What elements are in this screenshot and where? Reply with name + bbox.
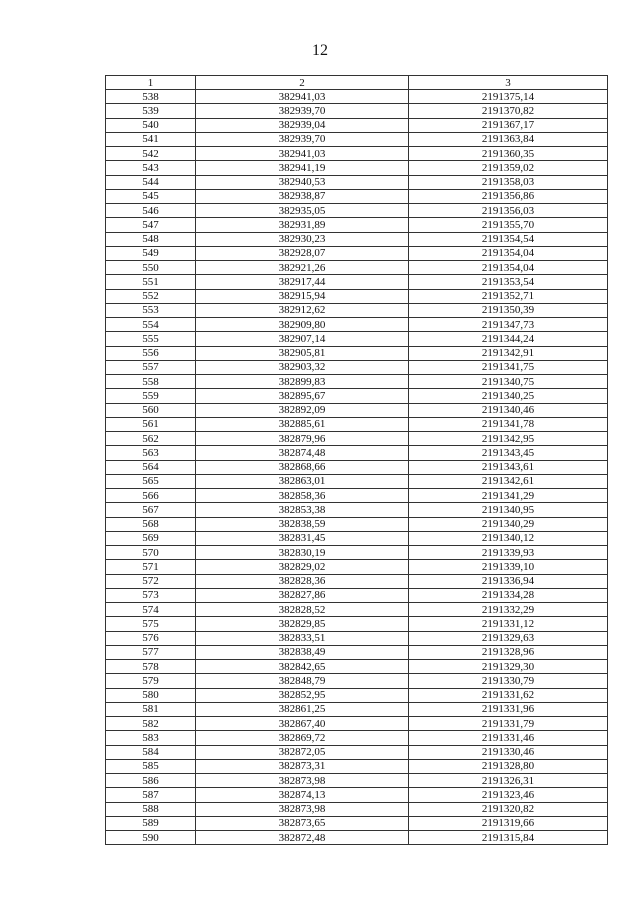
x-coordinate-cell: 382905,81 xyxy=(196,346,409,360)
point-number-cell: 580 xyxy=(106,688,196,702)
table-row xyxy=(106,332,608,346)
y-coordinate-cell: 2191363,84 xyxy=(409,132,608,146)
table-row xyxy=(106,645,608,659)
x-coordinate-cell: 382828,52 xyxy=(196,603,409,617)
point-number-cell: 551 xyxy=(106,275,196,289)
x-coordinate-cell: 382903,32 xyxy=(196,360,409,374)
y-coordinate-cell: 2191340,95 xyxy=(409,503,608,517)
y-coordinate-cell: 2191339,10 xyxy=(409,560,608,574)
x-coordinate-cell: 382872,48 xyxy=(196,831,409,845)
point-number-cell: 575 xyxy=(106,617,196,631)
y-coordinate-cell: 2191340,12 xyxy=(409,531,608,545)
table-row xyxy=(106,474,608,488)
table-row xyxy=(106,161,608,175)
x-coordinate-cell: 382873,65 xyxy=(196,816,409,830)
column-header-1: 1 xyxy=(106,76,196,90)
y-coordinate-cell: 2191360,35 xyxy=(409,147,608,161)
y-coordinate-cell: 2191340,46 xyxy=(409,403,608,417)
column-header-3: 3 xyxy=(409,76,608,90)
table-body xyxy=(106,90,608,845)
y-coordinate-cell: 2191344,24 xyxy=(409,332,608,346)
table-row xyxy=(106,346,608,360)
x-coordinate-cell: 382939,04 xyxy=(196,118,409,132)
x-coordinate-cell: 382868,66 xyxy=(196,460,409,474)
point-number-cell: 560 xyxy=(106,403,196,417)
point-number-cell: 538 xyxy=(106,90,196,104)
table-row xyxy=(106,132,608,146)
y-coordinate-cell: 2191367,17 xyxy=(409,118,608,132)
x-coordinate-cell: 382853,38 xyxy=(196,503,409,517)
x-coordinate-cell: 382912,62 xyxy=(196,303,409,317)
point-number-cell: 573 xyxy=(106,588,196,602)
y-coordinate-cell: 2191330,79 xyxy=(409,674,608,688)
point-number-cell: 562 xyxy=(106,432,196,446)
y-coordinate-cell: 2191331,46 xyxy=(409,731,608,745)
table-row xyxy=(106,731,608,745)
table-row xyxy=(106,546,608,560)
y-coordinate-cell: 2191352,71 xyxy=(409,289,608,303)
y-coordinate-cell: 2191334,28 xyxy=(409,588,608,602)
x-coordinate-cell: 382838,49 xyxy=(196,645,409,659)
table-row xyxy=(106,303,608,317)
point-number-cell: 555 xyxy=(106,332,196,346)
point-number-cell: 567 xyxy=(106,503,196,517)
point-number-cell: 550 xyxy=(106,261,196,275)
y-coordinate-cell: 2191331,12 xyxy=(409,617,608,631)
table-row xyxy=(106,774,608,788)
x-coordinate-cell: 382941,03 xyxy=(196,147,409,161)
point-number-cell: 568 xyxy=(106,517,196,531)
table-row xyxy=(106,759,608,773)
y-coordinate-cell: 2191342,95 xyxy=(409,432,608,446)
point-number-cell: 581 xyxy=(106,702,196,716)
y-coordinate-cell: 2191342,61 xyxy=(409,474,608,488)
table-row xyxy=(106,531,608,545)
y-coordinate-cell: 2191331,79 xyxy=(409,717,608,731)
coordinates-table xyxy=(105,75,608,845)
x-coordinate-cell: 382938,87 xyxy=(196,189,409,203)
table-row xyxy=(106,289,608,303)
point-number-cell: 583 xyxy=(106,731,196,745)
point-number-cell: 577 xyxy=(106,645,196,659)
point-number-cell: 564 xyxy=(106,460,196,474)
table-row xyxy=(106,189,608,203)
x-coordinate-cell: 382930,23 xyxy=(196,232,409,246)
y-coordinate-cell: 2191331,96 xyxy=(409,702,608,716)
y-coordinate-cell: 2191320,82 xyxy=(409,802,608,816)
table-row xyxy=(106,745,608,759)
x-coordinate-cell: 382867,40 xyxy=(196,717,409,731)
point-number-cell: 578 xyxy=(106,660,196,674)
table-row xyxy=(106,232,608,246)
x-coordinate-cell: 382873,31 xyxy=(196,759,409,773)
point-number-cell: 570 xyxy=(106,546,196,560)
x-coordinate-cell: 382852,95 xyxy=(196,688,409,702)
y-coordinate-cell: 2191350,39 xyxy=(409,303,608,317)
point-number-cell: 582 xyxy=(106,717,196,731)
x-coordinate-cell: 382909,80 xyxy=(196,318,409,332)
table-row xyxy=(106,702,608,716)
x-coordinate-cell: 382829,02 xyxy=(196,560,409,574)
y-coordinate-cell: 2191354,54 xyxy=(409,232,608,246)
point-number-cell: 541 xyxy=(106,132,196,146)
x-coordinate-cell: 382848,79 xyxy=(196,674,409,688)
y-coordinate-cell: 2191329,30 xyxy=(409,660,608,674)
table-row xyxy=(106,432,608,446)
point-number-cell: 557 xyxy=(106,360,196,374)
y-coordinate-cell: 2191347,73 xyxy=(409,318,608,332)
point-number-cell: 579 xyxy=(106,674,196,688)
x-coordinate-cell: 382833,51 xyxy=(196,631,409,645)
point-number-cell: 558 xyxy=(106,375,196,389)
table-row xyxy=(106,802,608,816)
table-row xyxy=(106,90,608,104)
table-row xyxy=(106,588,608,602)
table-row xyxy=(106,246,608,260)
y-coordinate-cell: 2191354,04 xyxy=(409,261,608,275)
x-coordinate-cell: 382885,61 xyxy=(196,417,409,431)
x-coordinate-cell: 382921,26 xyxy=(196,261,409,275)
y-coordinate-cell: 2191341,75 xyxy=(409,360,608,374)
y-coordinate-cell: 2191342,91 xyxy=(409,346,608,360)
point-number-cell: 544 xyxy=(106,175,196,189)
y-coordinate-cell: 2191359,02 xyxy=(409,161,608,175)
y-coordinate-cell: 2191358,03 xyxy=(409,175,608,189)
y-coordinate-cell: 2191370,82 xyxy=(409,104,608,118)
x-coordinate-cell: 382861,25 xyxy=(196,702,409,716)
y-coordinate-cell: 2191332,29 xyxy=(409,603,608,617)
y-coordinate-cell: 2191323,46 xyxy=(409,788,608,802)
table-row xyxy=(106,717,608,731)
table-row xyxy=(106,360,608,374)
point-number-cell: 571 xyxy=(106,560,196,574)
x-coordinate-cell: 382899,83 xyxy=(196,375,409,389)
point-number-cell: 565 xyxy=(106,474,196,488)
point-number-cell: 584 xyxy=(106,745,196,759)
y-coordinate-cell: 2191339,93 xyxy=(409,546,608,560)
table-row xyxy=(106,788,608,802)
point-number-cell: 543 xyxy=(106,161,196,175)
y-coordinate-cell: 2191326,31 xyxy=(409,774,608,788)
point-number-cell: 559 xyxy=(106,389,196,403)
table-row xyxy=(106,403,608,417)
x-coordinate-cell: 382895,67 xyxy=(196,389,409,403)
table-row xyxy=(106,617,608,631)
x-coordinate-cell: 382830,19 xyxy=(196,546,409,560)
point-number-cell: 552 xyxy=(106,289,196,303)
point-number-cell: 547 xyxy=(106,218,196,232)
point-number-cell: 566 xyxy=(106,489,196,503)
table-row xyxy=(106,631,608,645)
x-coordinate-cell: 382873,98 xyxy=(196,774,409,788)
table-row xyxy=(106,118,608,132)
table-row xyxy=(106,688,608,702)
y-coordinate-cell: 2191356,86 xyxy=(409,189,608,203)
point-number-cell: 587 xyxy=(106,788,196,802)
table-row xyxy=(106,560,608,574)
point-number-cell: 548 xyxy=(106,232,196,246)
column-header-2: 2 xyxy=(196,76,409,90)
point-number-cell: 556 xyxy=(106,346,196,360)
x-coordinate-cell: 382931,89 xyxy=(196,218,409,232)
x-coordinate-cell: 382838,59 xyxy=(196,517,409,531)
table-row xyxy=(106,175,608,189)
table-row xyxy=(106,104,608,118)
y-coordinate-cell: 2191354,04 xyxy=(409,246,608,260)
table-row xyxy=(106,603,608,617)
y-coordinate-cell: 2191341,29 xyxy=(409,489,608,503)
table-row xyxy=(106,147,608,161)
point-number-cell: 553 xyxy=(106,303,196,317)
y-coordinate-cell: 2191331,62 xyxy=(409,688,608,702)
table-row xyxy=(106,318,608,332)
y-coordinate-cell: 2191328,96 xyxy=(409,645,608,659)
x-coordinate-cell: 382831,45 xyxy=(196,531,409,545)
table-row xyxy=(106,275,608,289)
y-coordinate-cell: 2191353,54 xyxy=(409,275,608,289)
x-coordinate-cell: 382827,86 xyxy=(196,588,409,602)
x-coordinate-cell: 382879,96 xyxy=(196,432,409,446)
x-coordinate-cell: 382842,65 xyxy=(196,660,409,674)
point-number-cell: 540 xyxy=(106,118,196,132)
x-coordinate-cell: 382928,07 xyxy=(196,246,409,260)
table-header-row xyxy=(106,76,608,90)
x-coordinate-cell: 382863,01 xyxy=(196,474,409,488)
x-coordinate-cell: 382872,05 xyxy=(196,745,409,759)
x-coordinate-cell: 382941,19 xyxy=(196,161,409,175)
x-coordinate-cell: 382869,72 xyxy=(196,731,409,745)
x-coordinate-cell: 382935,05 xyxy=(196,204,409,218)
point-number-cell: 545 xyxy=(106,189,196,203)
point-number-cell: 546 xyxy=(106,204,196,218)
table-row xyxy=(106,831,608,845)
table-row xyxy=(106,204,608,218)
point-number-cell: 586 xyxy=(106,774,196,788)
y-coordinate-cell: 2191336,94 xyxy=(409,574,608,588)
y-coordinate-cell: 2191340,75 xyxy=(409,375,608,389)
table-row xyxy=(106,375,608,389)
point-number-cell: 549 xyxy=(106,246,196,260)
point-number-cell: 569 xyxy=(106,531,196,545)
table-row xyxy=(106,503,608,517)
y-coordinate-cell: 2191343,61 xyxy=(409,460,608,474)
table-row xyxy=(106,417,608,431)
y-coordinate-cell: 2191330,46 xyxy=(409,745,608,759)
x-coordinate-cell: 382892,09 xyxy=(196,403,409,417)
table-row xyxy=(106,446,608,460)
point-number-cell: 585 xyxy=(106,759,196,773)
y-coordinate-cell: 2191319,66 xyxy=(409,816,608,830)
y-coordinate-cell: 2191343,45 xyxy=(409,446,608,460)
x-coordinate-cell: 382941,03 xyxy=(196,90,409,104)
point-number-cell: 574 xyxy=(106,603,196,617)
y-coordinate-cell: 2191340,29 xyxy=(409,517,608,531)
x-coordinate-cell: 382874,13 xyxy=(196,788,409,802)
table-row xyxy=(106,460,608,474)
x-coordinate-cell: 382907,14 xyxy=(196,332,409,346)
y-coordinate-cell: 2191341,78 xyxy=(409,417,608,431)
page-number: 12 xyxy=(312,42,328,59)
x-coordinate-cell: 382917,44 xyxy=(196,275,409,289)
x-coordinate-cell: 382873,98 xyxy=(196,802,409,816)
table-row xyxy=(106,261,608,275)
table-row xyxy=(106,218,608,232)
y-coordinate-cell: 2191328,80 xyxy=(409,759,608,773)
point-number-cell: 576 xyxy=(106,631,196,645)
point-number-cell: 539 xyxy=(106,104,196,118)
y-coordinate-cell: 2191375,14 xyxy=(409,90,608,104)
point-number-cell: 542 xyxy=(106,147,196,161)
y-coordinate-cell: 2191356,03 xyxy=(409,204,608,218)
table-row xyxy=(106,816,608,830)
point-number-cell: 588 xyxy=(106,802,196,816)
x-coordinate-cell: 382829,85 xyxy=(196,617,409,631)
x-coordinate-cell: 382915,94 xyxy=(196,289,409,303)
table-row xyxy=(106,389,608,403)
point-number-cell: 563 xyxy=(106,446,196,460)
y-coordinate-cell: 2191355,70 xyxy=(409,218,608,232)
table-row xyxy=(106,674,608,688)
y-coordinate-cell: 2191329,63 xyxy=(409,631,608,645)
point-number-cell: 590 xyxy=(106,831,196,845)
x-coordinate-cell: 382939,70 xyxy=(196,132,409,146)
table-row xyxy=(106,517,608,531)
y-coordinate-cell: 2191340,25 xyxy=(409,389,608,403)
x-coordinate-cell: 382874,48 xyxy=(196,446,409,460)
x-coordinate-cell: 382858,36 xyxy=(196,489,409,503)
x-coordinate-cell: 382940,53 xyxy=(196,175,409,189)
point-number-cell: 572 xyxy=(106,574,196,588)
table-row xyxy=(106,574,608,588)
y-coordinate-cell: 2191315,84 xyxy=(409,831,608,845)
point-number-cell: 589 xyxy=(106,816,196,830)
x-coordinate-cell: 382828,36 xyxy=(196,574,409,588)
point-number-cell: 554 xyxy=(106,318,196,332)
x-coordinate-cell: 382939,70 xyxy=(196,104,409,118)
table-row xyxy=(106,660,608,674)
point-number-cell: 561 xyxy=(106,417,196,431)
table-row xyxy=(106,489,608,503)
